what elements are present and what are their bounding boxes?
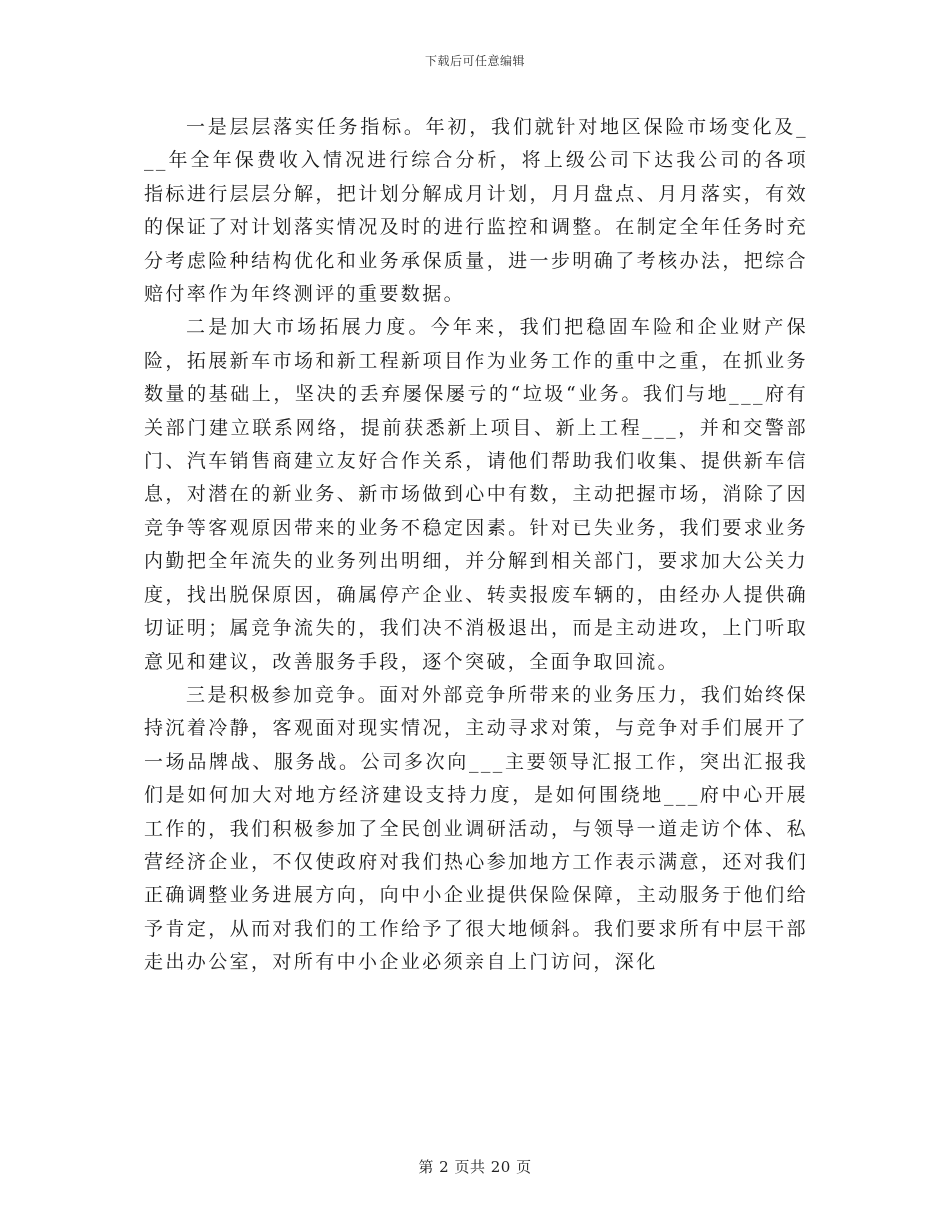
paragraph-1: 一是层层落实任务指标。年初，我们就针对地区保险市场变化及___年全年保费收入情况进行综合分析，将上级公司下达我公司的各项指标进行层层分解，把计划分解成月计划，月月盘点、月月落实，有效的保证了对计划落实情况及时的进行监控和调整。在制定全年任务时充分考虑险种结构优化和业务承保质量，进一步明确了考核办法，把综合赔付率作为年终测评的重要数据。 [144, 116, 808, 306]
paragraph-2: 二是加大市场拓展力度。今年来，我们把稳固车险和企业财产保险，拓展新车市场和新工程新项目作为业务工作的重中之重，在抓业务数量的基础上，坚决的丢弃屡保屡亏的“垃圾“业务。我们与地___府有关部门建立联系网络，提前获悉新上项目、新上工程___，并和交警部门、汽车销售商建立友好合作关系，请他们帮助我们收集、提供新车信息，对潜在的新业务、新市场做到心中有数，主动把握市场，消除了因竞争等客观原因带来的业务不稳定因素。针对已失业务，我们要求业务内勤把全年流失的业务列出明细，并分解到相关部门，要求加大公关力度，找出脱保原因，确属停产企业、转卖报废车辆的，由经办人提供确切证明；属竞争流失的，我们决不消极退出，而是主动进攻，上门听取意见和建议，改善服务手段，逐个突破，全面争取回流。 [144, 316, 808, 673]
page-header: 下载后可任意编辑 [424, 54, 525, 68]
page-number-footer: 第 2 页共 20 页 [418, 1158, 532, 1176]
document-body [144, 111, 808, 980]
paragraph-3: 三是积极参加竞争。面对外部竞争所带来的业务压力，我们始终保持沉着冷静，客观面对现实情况，主动寻求对策，与竞争对手们展开了一场品牌战、服务战。公司多次向___主要领导汇报工作，突出汇报我们是如何加大对地方经济建设支持力度，是如何围绕地___府中心开展工作的，我们积极参加了全民创业调研活动，与领导一道走访个体、私营经济企业，不仅使政府对我们热心参加地方工作表示满意，还对我们正确调整业务进展方向，向中小企业提供保险保障，主动服务于他们给予肯定，从而对我们的工作给予了很大地倾斜。我们要求所有中层干部走出办公室，对所有中小企业必须亲自上门访问，深化 [144, 683, 808, 974]
